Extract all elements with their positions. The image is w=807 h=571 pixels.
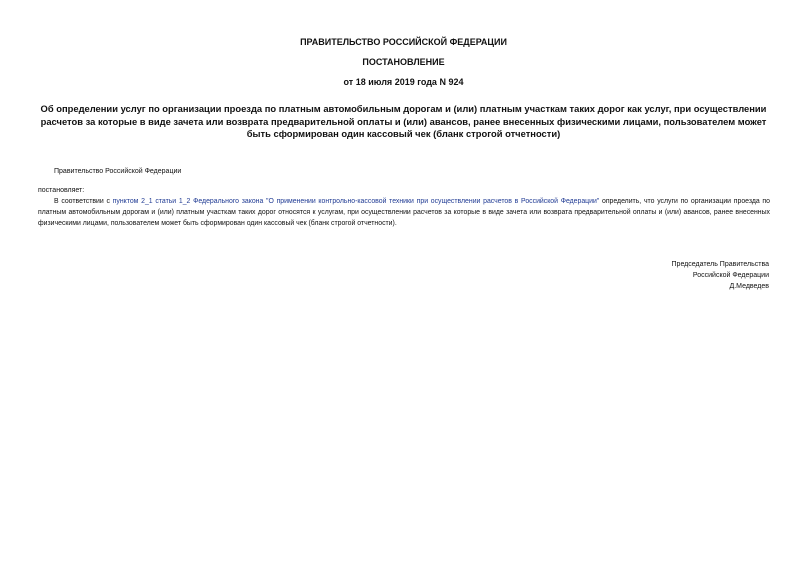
document-date-number: от 18 июля 2019 года N 924	[343, 77, 464, 87]
government-heading: ПРАВИТЕЛЬСТВО РОССИЙСКОЙ ФЕДЕРАЦИИ	[300, 37, 507, 47]
document-type: ПОСТАНОВЛЕНИЕ	[362, 57, 445, 67]
signature-organization: Российской Федерации	[692, 272, 769, 279]
main-paragraph	[38, 196, 770, 229]
signature-block	[672, 259, 769, 292]
preamble-text: Правительство Российской Федерации	[54, 168, 182, 175]
law-reference-link[interactable]: пунктом 2_1 статьи 1_2 Федерального закона "О применении контрольно-кассовой техники при осуществлении расчетов в Российской Федерации"	[112, 198, 600, 205]
signature-position: Председатель Правительства	[671, 261, 769, 268]
document-title: Об определении услуг по организации проезда по платным автомобильным дорогам и (или) платным участкам таких дорог как услуг, при осуществлении расчетов за которые в виде зачета или возврата предварительной оплаты и (или) авансов, ранее внесенных физическими лицами, пользователем может быть сформирован один кассовый чек (бланк строгой отчетности)	[40, 103, 767, 139]
signature-name: Д.Медведев	[729, 283, 769, 290]
resolves-text: постановляет:	[38, 187, 85, 194]
paragraph-start: В соответствии с	[54, 198, 113, 205]
paragraph-rest: определить, что услуги по организации проезда по платным автомобильным дорогам и (или) платным участкам таких дорог относятся к услугам, при осуществлении расчетов за которые в виде зачета или возврата предварительной оплаты и (или) авансов, ранее внесенных физическими лицами, пользователем может быть сформирован один кассовый чек (бланк строгой отчетности).	[38, 198, 770, 227]
